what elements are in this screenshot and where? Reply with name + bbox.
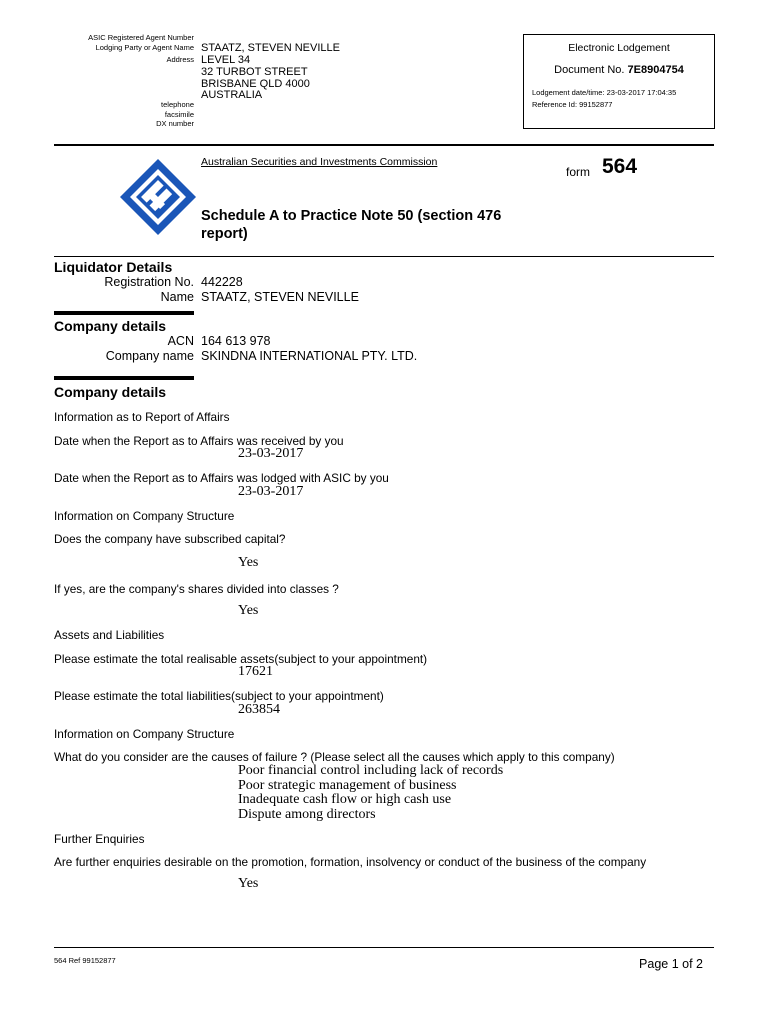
document-number: 7E8904754 [627,64,684,76]
answer-subscribed: Yes [238,555,259,570]
info-report-heading: Information as to Report of Affairs [54,410,230,424]
form-title-line1: Schedule A to Practice Note 50 (section 476 [201,208,502,224]
acn-value: 164 613 978 [201,334,271,348]
assets-liabilities-heading: Assets and Liabilities [54,628,165,642]
reference-id: Reference Id: 99152877 [532,100,613,109]
liquidator-name-value: STAATZ, STEVEN NEVILLE [201,290,359,304]
dx-number-label: DX number [156,119,194,128]
address-line: AUSTRALIA [201,89,263,101]
telephone-label: telephone [161,100,194,109]
info-structure-heading: Information on Company Structure [54,509,235,523]
footer-divider [54,947,714,948]
document-label: Document No. [554,64,625,76]
facsimile-label: facsimile [164,110,194,119]
acn-label: ACN [167,334,194,348]
company-name-label: Company name [105,349,194,363]
question-lodged: Date when the Report as to Affairs was lodged with ASIC by you [54,471,389,485]
lodgement-title: Electronic Lodgement [568,42,670,54]
answer-liabilities: 263854 [238,702,280,717]
answer-received: 23-03-2017 [238,446,304,461]
agent-number-label: ASIC Registered Agent Number [88,33,194,42]
answer-lodged: 23-03-2017 [238,484,304,499]
question-subscribed: Does the company have subscribed capital? [54,532,286,546]
cause-item: Dispute among directors [238,806,376,822]
asic-logo-icon [118,157,198,237]
registration-label: Registration No. [104,275,194,289]
company-name-value: SKINDNA INTERNATIONAL PTY. LTD. [201,349,418,363]
form-label: form [566,165,590,179]
lodging-party-name: STAATZ, STEVEN NEVILLE [201,42,340,54]
address-line: LEVEL 34 [201,54,251,66]
section-bar [54,311,194,315]
liquidator-heading: Liquidator Details [54,259,173,275]
question-liabilities: Please estimate the total liabilities(subject to your appointment) [54,689,384,703]
footer-reference: 564 Ref 99152877 [54,956,116,965]
address-label: Address [166,55,194,64]
top-divider [54,144,714,146]
cause-item: Poor strategic management of business [238,777,457,793]
cause-item: Inadequate cash flow or high cash use [238,792,452,807]
cause-item: Poor financial control including lack of records [238,763,504,778]
question-received: Date when the Report as to Affairs was received by you [54,434,344,448]
company-heading: Company details [54,318,167,334]
title-divider [54,256,714,257]
section-bar [54,376,194,380]
form-title-line2: report) [201,226,248,242]
question-further: Are further enquiries desirable on the promotion, formation, insolvency or conduct of the business of the company [54,855,647,869]
document-number-row [524,64,714,76]
lodging-party-label: Lodging Party or Agent Name [95,43,194,52]
question-classes: If yes, are the company's shares divided into classes ? [54,582,339,596]
lodgement-datetime: Lodgement date/time: 23-03-2017 17:04:35 [532,88,677,97]
question-causes: What do you consider are the causes of failure ? (Please select all the causes which apply to this company) [54,750,615,764]
electronic-lodgement-box [523,34,715,129]
liquidator-name-label: Name [160,290,194,304]
address-line: 32 TURBOT STREET [201,66,308,78]
form-number: 564 [602,155,638,178]
answer-assets: 17621 [238,664,273,679]
info-structure-heading: Information on Company Structure [54,727,235,741]
registration-value: 442228 [201,275,243,289]
answer-further: Yes [238,876,259,891]
agency-name: Australian Securities and Investments Commission [201,156,438,168]
page-number: Page 1 of 2 [639,957,703,971]
question-assets: Please estimate the total realisable assets(subject to your appointment) [54,652,428,666]
answer-classes: Yes [238,603,259,618]
further-enquiries-heading: Further Enquiries [54,832,145,846]
details-heading: Company details [54,384,167,400]
address-line: BRISBANE QLD 4000 [201,78,310,90]
